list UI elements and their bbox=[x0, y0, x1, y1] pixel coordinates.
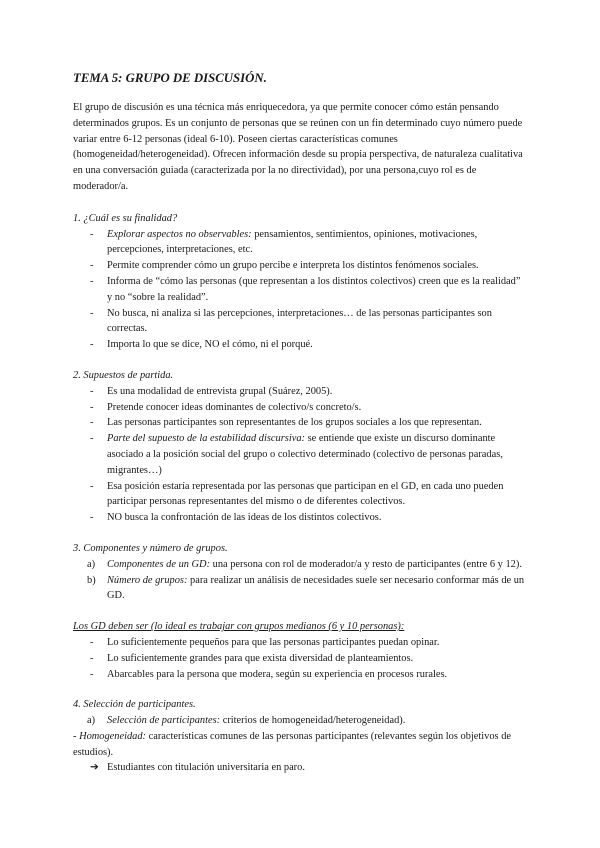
item-text: características comunes de las personas participantes (relevantes según los objetivos de estudios). bbox=[73, 730, 512, 758]
bullet-list bbox=[73, 635, 525, 682]
dash-marker: - bbox=[90, 668, 94, 680]
list-item bbox=[73, 227, 525, 259]
list-item bbox=[73, 667, 525, 683]
dash-marker: - bbox=[90, 636, 94, 648]
item-text: Importa lo que se dice, NO el cómo, ni el porqué. bbox=[107, 339, 313, 351]
item-text: Estudiantes con titulación universitaria en paro. bbox=[107, 762, 305, 774]
list-item bbox=[73, 337, 525, 353]
item-text: una persona con rol de moderador/a y resto de participantes (entre 6 y 12). bbox=[210, 558, 522, 570]
item-text: se entiende que existe un discurso dominante asociado a la posición social del grupo o colectivo determinado (colectivo de personas paradas, migrantes…) bbox=[107, 433, 503, 476]
letter-marker: b) bbox=[87, 574, 96, 586]
document-page bbox=[73, 70, 525, 791]
item-text: Permite comprender cómo un grupo percibe e interpreta los distintos fenómenos sociales. bbox=[107, 260, 479, 272]
section-supuestos bbox=[73, 368, 525, 526]
arrow-right-icon: ➔ bbox=[90, 762, 99, 774]
item-text: Abarcables para la persona que modera, según su experiencia en procesos rurales. bbox=[107, 668, 448, 680]
list-item bbox=[73, 258, 525, 274]
section-heading: 2. Supuestos de partida. bbox=[73, 369, 174, 381]
dash-marker: - bbox=[90, 401, 94, 413]
section-heading: 4. Selección de participantes. bbox=[73, 699, 196, 711]
page-title: TEMA 5: GRUPO DE DISCUSIÓN. bbox=[73, 71, 267, 85]
item-lead: Selección de participantes: bbox=[107, 715, 221, 727]
item-lead: Homogeneidad: bbox=[79, 730, 147, 742]
dash-marker: - bbox=[90, 385, 94, 397]
section-heading: 1. ¿Cuál es su finalidad? bbox=[73, 212, 178, 224]
item-lead: Componentes de un GD: bbox=[107, 558, 211, 570]
list-item bbox=[73, 573, 525, 605]
item-text: Es una modalidad de entrevista grupal (Suárez, 2005). bbox=[107, 385, 333, 397]
list-item bbox=[73, 510, 525, 526]
item-text: NO busca la confrontación de las ideas de los distintos colectivos. bbox=[107, 512, 382, 524]
dash-marker: - bbox=[90, 433, 94, 445]
section-finalidad bbox=[73, 211, 525, 353]
item-text: Las personas participantes son representantes de los grupos sociales a los que representan. bbox=[107, 417, 482, 429]
item-lead: Parte del supuesto de la estabilidad discursiva: bbox=[107, 433, 305, 445]
intro-paragraph: El grupo de discusión es una técnica más enriquecedora, ya que permite conocer cómo están pensando determinados grupos. Es un conjunto de personas que se reúnen con un fin determinado cuyo número puede variar entre 6-12 personas (ideal 6-10). Poseen ciertas características comunes (homogeneidad/heterogeneidad). Ofrecen información desde su propia perspectiva, de naturaleza cualitativa en una conversación guiada (caracterizada por la no directividad), por una persona,cuyo rol es de moderador/a. bbox=[73, 102, 523, 192]
item-text: Pretende conocer ideas dominantes de colectivo/s concreto/s. bbox=[107, 401, 362, 413]
bullet-list bbox=[73, 227, 525, 353]
list-item bbox=[73, 415, 525, 431]
section-heading: 3. Componentes y número de grupos. bbox=[73, 542, 228, 554]
list-item bbox=[73, 635, 525, 651]
item-lead: Explorar aspectos no observables: bbox=[107, 228, 252, 240]
item-text: criterios de homogeneidad/heterogeneidad). bbox=[220, 715, 406, 727]
section-heading: Los GD deben ser (lo ideal es trabajar con grupos medianos (6 y 10 personas): bbox=[73, 621, 405, 633]
dash-prefix: - bbox=[73, 730, 80, 742]
bullet-list bbox=[73, 384, 525, 526]
item-lead: Número de grupos: bbox=[107, 574, 188, 586]
dash-marker: - bbox=[90, 512, 94, 524]
list-item bbox=[73, 713, 525, 729]
lettered-list bbox=[73, 713, 525, 729]
letter-marker: a) bbox=[87, 715, 96, 727]
list-item bbox=[73, 557, 525, 573]
dash-marker: - bbox=[90, 260, 94, 272]
lettered-list bbox=[73, 557, 525, 604]
list-item bbox=[73, 384, 525, 400]
list-item bbox=[73, 651, 525, 667]
item-text: pensamientos, sentimientos, opiniones, motivaciones, percepciones, interpretaciones, etc. bbox=[107, 228, 478, 256]
item-text: No busca, ni analiza si las percepciones, interpretaciones… de las personas participantes son correctas. bbox=[107, 307, 492, 335]
list-item bbox=[73, 400, 525, 416]
dash-marker: - bbox=[90, 480, 94, 492]
section-seleccion bbox=[73, 697, 525, 776]
list-item bbox=[73, 431, 525, 478]
item-text: Informa de “cómo las personas (que representan a los distintos colectivos) creen que es la realidad” y no “sobre la realidad”. bbox=[107, 275, 521, 303]
dash-marker: - bbox=[90, 307, 94, 319]
item-text: para realizar un análisis de necesidades suele ser necesario conformar más de un GD. bbox=[107, 574, 525, 602]
dash-marker: - bbox=[90, 275, 94, 287]
dash-marker: - bbox=[90, 339, 94, 351]
dash-marker: - bbox=[90, 228, 94, 240]
section-gd-size bbox=[73, 619, 525, 682]
homogeneidad-line bbox=[73, 729, 525, 761]
item-text: Lo suficientemente grandes para que exista diversidad de planteamientos. bbox=[107, 652, 414, 664]
arrow-item bbox=[73, 760, 525, 776]
section-componentes bbox=[73, 541, 525, 604]
dash-marker: - bbox=[90, 417, 94, 429]
item-text: Lo suficientemente pequeños para que las personas participantes puedan opinar. bbox=[107, 636, 440, 648]
list-item bbox=[73, 306, 525, 338]
list-item bbox=[73, 479, 525, 511]
letter-marker: a) bbox=[87, 558, 96, 570]
dash-marker: - bbox=[90, 652, 94, 664]
item-text: Esa posición estaría representada por las personas que participan en el GD, en cada uno pueden participar personas representantes del mismo o de diferentes colectivos. bbox=[107, 480, 504, 508]
list-item bbox=[73, 274, 525, 306]
